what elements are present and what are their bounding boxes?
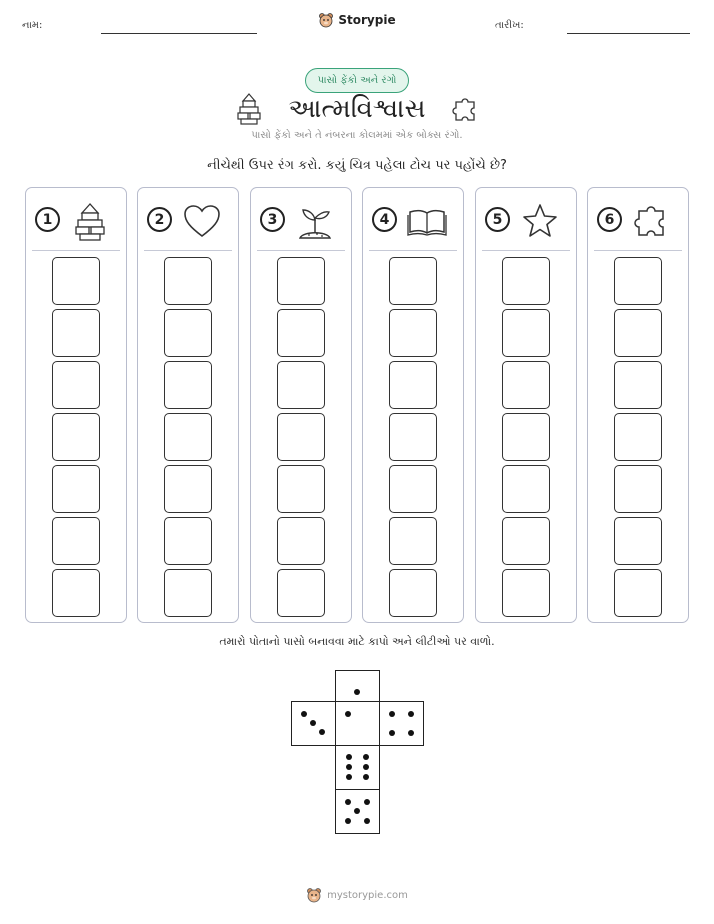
star-icon xyxy=(520,202,560,242)
color-box[interactable] xyxy=(277,569,325,617)
column-number: 6 xyxy=(597,207,622,232)
color-box[interactable] xyxy=(164,413,212,461)
color-box[interactable] xyxy=(164,309,212,357)
date-line[interactable] xyxy=(567,33,690,34)
pip xyxy=(345,818,351,824)
color-box[interactable] xyxy=(502,361,550,409)
pip xyxy=(301,711,307,717)
pip xyxy=(364,818,370,824)
column-number: 3 xyxy=(260,207,285,232)
pip xyxy=(345,799,351,805)
dice-face-lower xyxy=(335,745,380,790)
pip xyxy=(354,808,360,814)
color-box[interactable] xyxy=(502,257,550,305)
color-box[interactable] xyxy=(502,517,550,565)
color-box[interactable] xyxy=(614,569,662,617)
color-box[interactable] xyxy=(277,413,325,461)
pip xyxy=(354,689,360,695)
color-box[interactable] xyxy=(164,517,212,565)
color-box[interactable] xyxy=(164,361,212,409)
color-box[interactable] xyxy=(52,569,100,617)
color-box[interactable] xyxy=(614,361,662,409)
color-box[interactable] xyxy=(277,309,325,357)
column-5 xyxy=(475,187,577,623)
color-box[interactable] xyxy=(502,569,550,617)
color-box[interactable] xyxy=(389,309,437,357)
color-box[interactable] xyxy=(389,517,437,565)
pip xyxy=(363,774,369,780)
color-box[interactable] xyxy=(277,257,325,305)
puzzle-piece-icon xyxy=(632,202,672,242)
color-box[interactable] xyxy=(52,413,100,461)
color-box[interactable] xyxy=(52,517,100,565)
color-box[interactable] xyxy=(52,309,100,357)
column-6 xyxy=(587,187,689,623)
color-box[interactable] xyxy=(502,465,550,513)
color-box[interactable] xyxy=(502,309,550,357)
subtitle: પાસો ફેંકો અને તે નંબરના કોલમમાં એક બોક્સ રંગો. xyxy=(251,130,463,141)
bear-mascot-icon xyxy=(318,12,334,28)
pip xyxy=(363,764,369,770)
color-box[interactable] xyxy=(614,465,662,513)
pip xyxy=(408,730,414,736)
column-number: 2 xyxy=(147,207,172,232)
pip xyxy=(346,764,352,770)
color-box[interactable] xyxy=(614,413,662,461)
column-number: 4 xyxy=(372,207,397,232)
open-book-icon xyxy=(407,202,447,242)
sprout-icon xyxy=(295,202,335,242)
pip xyxy=(389,711,395,717)
brand-logo xyxy=(0,12,714,28)
pip xyxy=(364,799,370,805)
column-1 xyxy=(25,187,127,623)
date-label: તારીખ: xyxy=(495,20,524,31)
pip xyxy=(408,711,414,717)
cut-instruction: તમારો પોતાનો પાસો બનાવવા માટે કાપો અને લીટીઓ પર વાળો. xyxy=(219,635,495,648)
color-box[interactable] xyxy=(614,517,662,565)
color-box[interactable] xyxy=(52,465,100,513)
footer xyxy=(0,887,714,903)
dice-face-center xyxy=(335,701,380,746)
color-box[interactable] xyxy=(277,517,325,565)
color-box[interactable] xyxy=(614,309,662,357)
footer-url[interactable]: mystorypie.com xyxy=(327,889,408,901)
column-3 xyxy=(250,187,352,623)
column-2 xyxy=(137,187,239,623)
puzzle-piece-icon xyxy=(452,96,478,122)
dice-face-bottom xyxy=(335,789,380,834)
color-box[interactable] xyxy=(389,361,437,409)
color-box[interactable] xyxy=(164,257,212,305)
pip xyxy=(345,711,351,717)
pip xyxy=(346,774,352,780)
pip xyxy=(389,730,395,736)
color-box[interactable] xyxy=(52,361,100,409)
color-box[interactable] xyxy=(389,257,437,305)
color-box[interactable] xyxy=(389,569,437,617)
color-box[interactable] xyxy=(614,257,662,305)
activity-badge: પાસો ફેંકો અને રંગો xyxy=(305,68,409,93)
color-box[interactable] xyxy=(389,413,437,461)
column-4 xyxy=(362,187,464,623)
name-line[interactable] xyxy=(101,33,257,34)
question-text: નીચેથી ઉપર રંગ કરો. કયું ચિત્ર પહેલા ટોચ પર પહોંચે છે? xyxy=(207,158,507,173)
color-box[interactable] xyxy=(277,361,325,409)
title-row xyxy=(0,92,714,126)
pip xyxy=(310,720,316,726)
column-number: 5 xyxy=(485,207,510,232)
brand-name: Storypie xyxy=(338,13,396,27)
color-box[interactable] xyxy=(52,257,100,305)
block-tower-icon xyxy=(236,93,262,125)
color-box[interactable] xyxy=(389,465,437,513)
color-box[interactable] xyxy=(164,465,212,513)
color-box[interactable] xyxy=(502,413,550,461)
block-tower-icon xyxy=(70,202,110,242)
heart-icon xyxy=(182,202,222,242)
dice-face-left xyxy=(291,701,336,746)
pip xyxy=(346,754,352,760)
bear-mascot-icon xyxy=(306,887,322,903)
name-label: નામ: xyxy=(22,20,43,31)
color-box[interactable] xyxy=(164,569,212,617)
dice-face-right xyxy=(379,701,424,746)
color-box[interactable] xyxy=(277,465,325,513)
page-title: આત્મવિશ્વાસ xyxy=(288,93,426,124)
pip xyxy=(319,729,325,735)
pip xyxy=(363,754,369,760)
column-number: 1 xyxy=(35,207,60,232)
